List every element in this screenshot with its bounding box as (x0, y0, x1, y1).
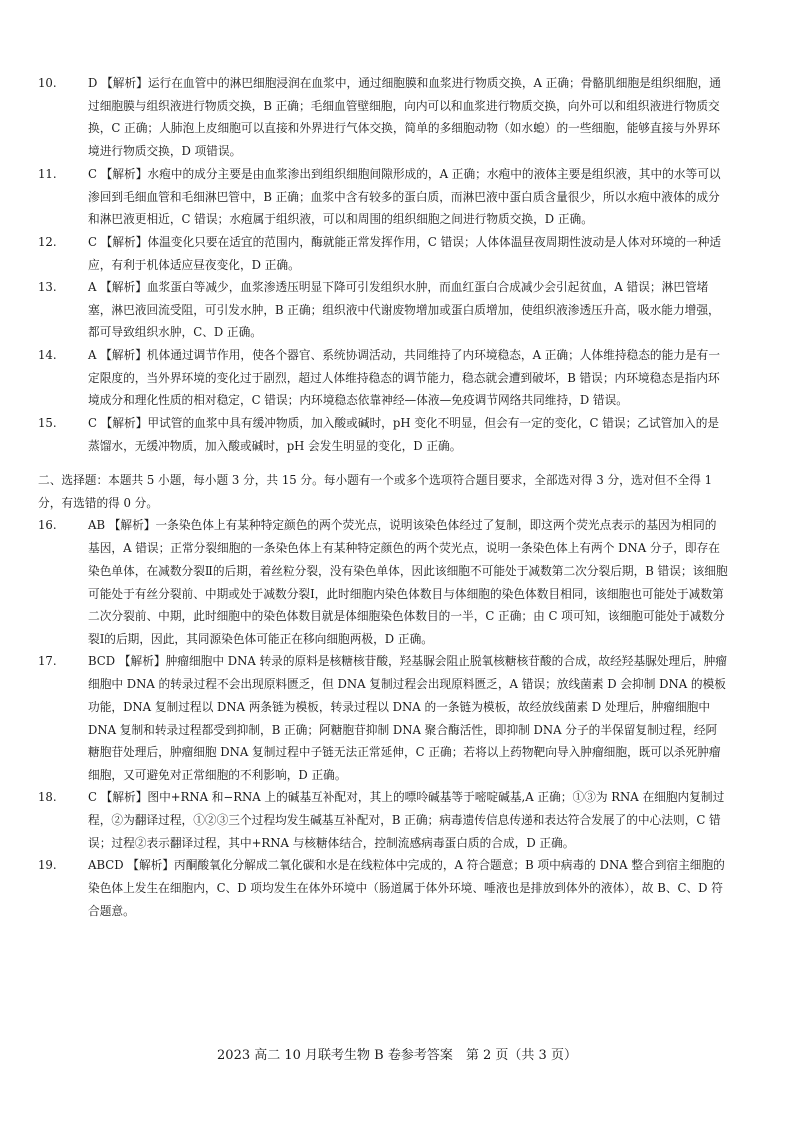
item-text: C 【解析】体温变化只要在适宜的范围内，酶就能正常发挥作用，C 错误；人体体温昼夜周期性波动是人体对环境的一种适应，有利于机体适应昼夜变化，D 正确。 (88, 235, 722, 272)
section-text: 二、选择题：本题共 5 小题，每小题 3 分，共 15 分。每小题有一个或多个选项符合题目要求，全部选对得 3 分，选对但不全得 1 分，有选错的得 0 分。 (38, 473, 713, 511)
item-number: 17. (38, 654, 57, 669)
answer-item-17 (38, 650, 728, 786)
answer-item-18 (38, 786, 728, 854)
item-number: 12. (38, 235, 57, 249)
item-number: 16. (38, 518, 57, 533)
answer-item-10 (38, 72, 728, 163)
item-text: C 【解析】图中+RNA 和−RNA 上的碱基互补配对，其上的嘌呤碱基等于嘧啶碱基,A 正确；①③为 RNA 在细胞内复制过程，②为翻译过程，①②③三个过程均发生碱基互补配对，B 正确；病毒遗传信息传递和表达符合发展了的中心法则，C 错误；过程②表示翻译过程，其中+RNA 与核糖体结合，控制流感病毒蛋白质的合成，D 正确。 (88, 790, 725, 850)
answer-item-14 (38, 344, 728, 412)
item-text: ABCD 【解析】丙酮酸氧化分解成二氧化碳和水是在线粒体中完成的，A 符合题意；B 项中病毒的 DNA 整合到宿主细胞的染色体上发生在细胞内，C、D 项均发生在体外环境中（肠道属于体外环境、唾液也是排放到体外的液体），故 B、C、D 符合题意。 (88, 858, 725, 918)
page-footer: 2023 高二 10 月联考生物 B 卷参考答案 第 2 页（共 3 页） (217, 1048, 577, 1063)
item-text: C 【解析】水疱中的成分主要是由血浆渗出到组织细胞间隙形成的，A 正确；水疱中的液体主要是组织液，其中的水等可以渗回到毛细血管和毛细淋巴管中，B 正确；血浆中含有较多的蛋白质，而淋巴液中蛋白质含量很少，所以水疱中液体的成分和淋巴液更相近，C 错误；水疱属于组织液，可以和周围的组织细胞之间进行物质交换，D 正确。 (88, 167, 721, 227)
item-text: A 【解析】血浆蛋白等减少，血浆渗透压明显下降可引发组织水肿，而血红蛋白合成减少会引起贫血，A 错误；淋巴管堵塞，淋巴液回流受阻，可引发水肿，B 正确；组织液中代谢废物增加或蛋白质增加，使组织液渗透压升高，吸水能力增强，都可导致组织水肿，C、D 正确。 (88, 280, 720, 340)
item-number: 11. (38, 167, 57, 181)
item-number: 19. (38, 858, 57, 873)
item-number: 13. (38, 280, 57, 294)
item-number: 18. (38, 790, 57, 805)
item-text: BCD 【解析】肿瘤细胞中 DNA 转录的原料是核糖核苷酸，羟基脲会阻止脱氧核糖核苷酸的合成，故经羟基脲处理后，肿瘤细胞中 DNA 的转录过程不会出现原料匮乏，但 DNA 复制过程会出现原料匮乏，A 错误；放线菌素 D 会抑制 DNA 的模板功能，DNA 复制过程以 DNA 两条链为模板，转录过程以 DNA 的一条链为模板，故经放线菌素 D 处理后，肿瘤细胞中 DNA 复制和转录过程都受到抑制，B 正确；阿糖胞苷抑制 DNA 聚合酶活性，即抑制 DNA 分子的半保留复制过程，经阿糖胞苷处理后，肿瘤细胞 DNA 复制过程中子链无法正常延伸，C 正确；若将以上药物靶向导入肿瘤细胞，既可以杀死肿瘤细胞，又可避免对正常细胞的不利影响，D 正确。 (88, 654, 727, 782)
answer-item-19 (38, 854, 728, 922)
item-text: D 【解析】运行在血管中的淋巴细胞浸润在血浆中，通过细胞膜和血浆进行物质交换，A 正确；骨骼肌细胞是组织细胞，通过细胞膜与组织液进行物质交换，B 正确；毛细血管壁细胞，向内可以和血浆进行物质交换，向外可以和组织液进行物质交换，C 正确；人肺泡上皮细胞可以直接和外界进行气体交换，简单的多细胞动物（如水螅）的一些细胞，能够直接与外界环境进行物质交换，D 项错误。 (88, 76, 721, 159)
answer-item-11 (38, 163, 728, 231)
item-text: AB 【解析】一条染色体上有某种特定颜色的两个荧光点，说明该染色体经过了复制，即这两个荧光点表示的基因为相同的基因，A 错误；正常分裂细胞的一条染色体上有某种特定颜色的两个荧光点，说明一条染色体上有两个 DNA 分子，即存在染色单体，在减数分裂Ⅱ的后期，着丝粒分裂，没有染色单体，因此该细胞不可能处于减数第二次分裂后期，B 错误；该细胞可能处于有丝分裂前、中期或处于减数分裂Ⅰ，此时细胞内染色体数目与体细胞的染色体数目相同，该细胞也可能处于减数第二次分裂前、中期，此时细胞中的染色体数目就是体细胞染色体数目的一半，C 正确；由 C 项可知，该细胞可能处于减数分裂Ⅰ的后期，因此，其同源染色体可能正在移向细胞两极，D 正确。 (88, 518, 728, 646)
section-two-heading (38, 469, 728, 514)
item-number: 10. (38, 76, 57, 90)
answer-item-12 (38, 231, 728, 276)
item-text: A 【解析】机体通过调节作用，使各个器官、系统协调活动，共同维持了内环境稳态，A 正确；人体维持稳态的能力是有一定限度的，当外界环境的变化过于剧烈，超过人体维持稳态的调节能力，稳态就会遭到破坏，B 错误；内环境稳态是指内环境成分和理化性质的相对稳定，C 错误；内环境稳态依靠神经—体液—免疫调节网络共同维持，D 错误。 (88, 348, 721, 408)
answer-item-15 (38, 412, 728, 457)
answer-item-16 (38, 514, 728, 650)
item-number: 15. (38, 416, 57, 430)
answer-item-13 (38, 276, 728, 344)
item-number: 14. (38, 348, 57, 362)
item-text: C 【解析】甲试管的血浆中具有缓冲物质，加入酸或碱时，pH 变化不明显，但会有一定的变化，C 错误；乙试管加入的是蒸馏水，无缓冲物质，加入酸或碱时，pH 会发生明显的变化，D 正确。 (88, 416, 720, 453)
